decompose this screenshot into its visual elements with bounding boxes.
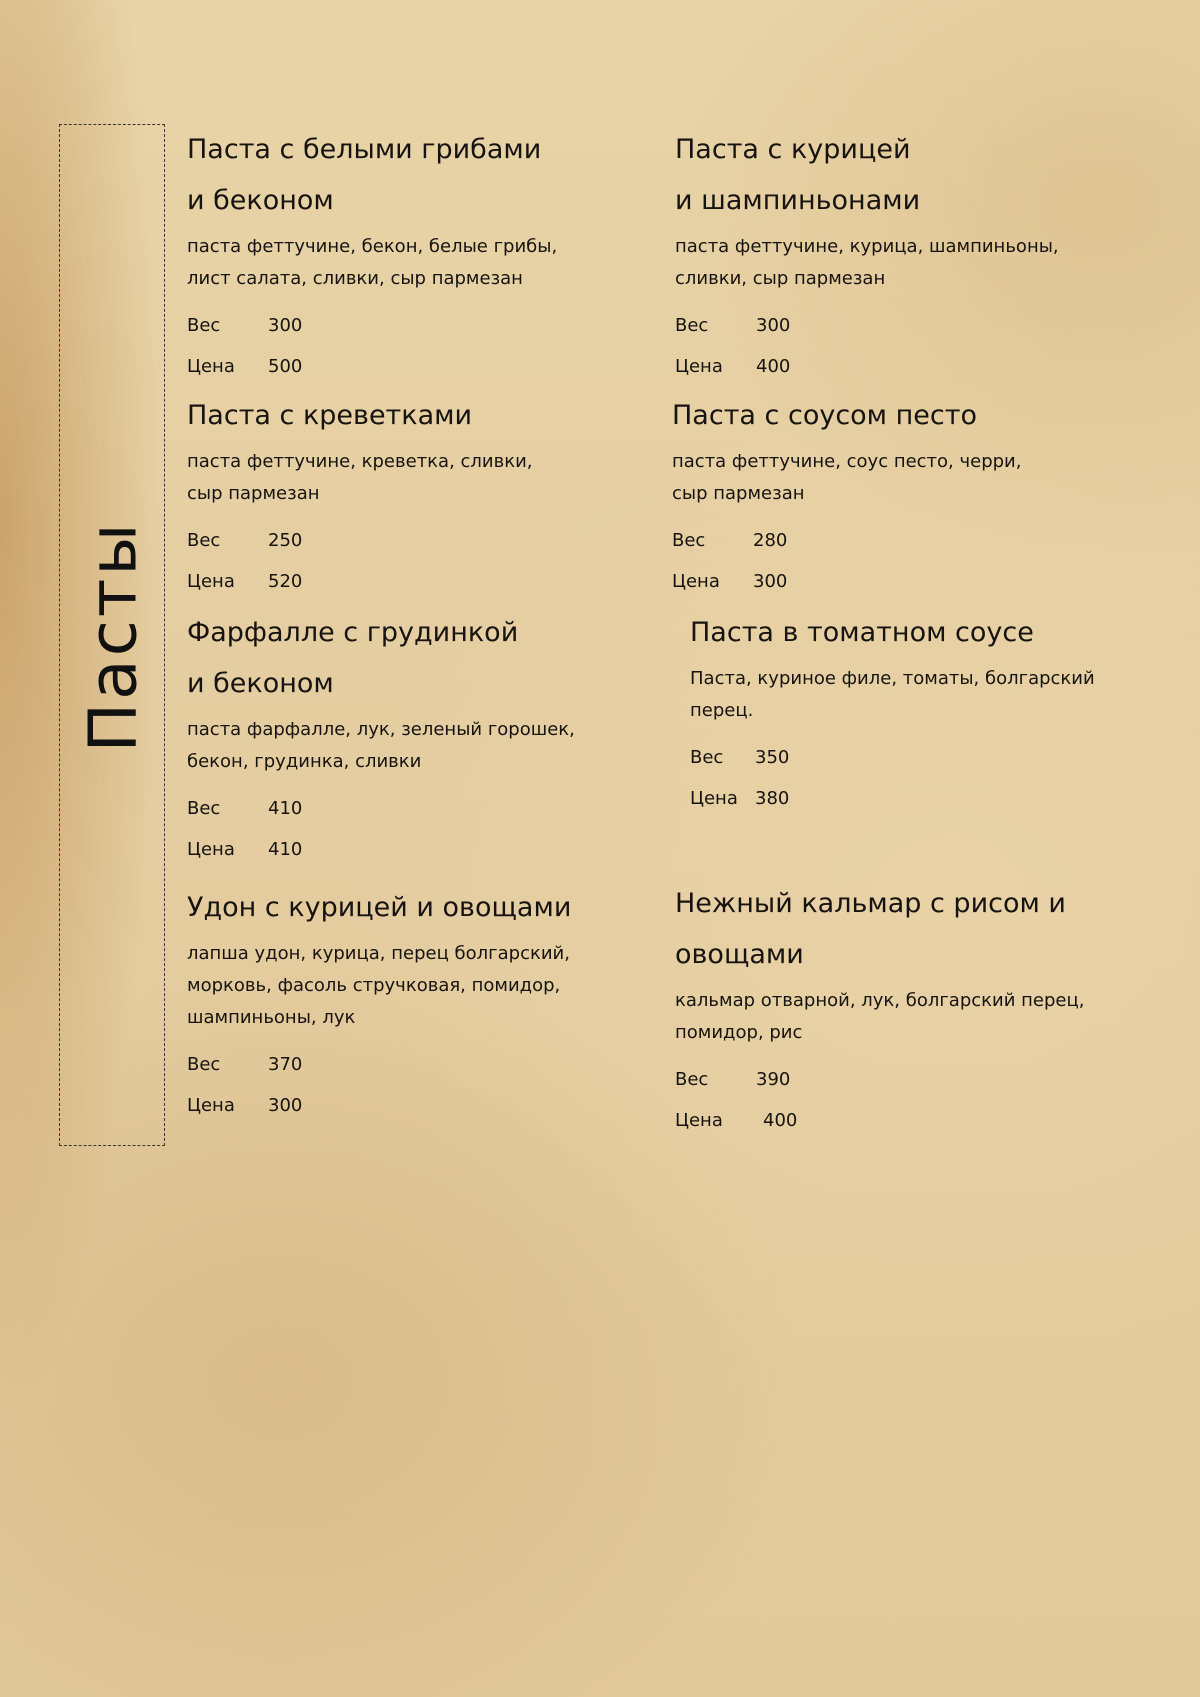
item-title-line: овощами: [675, 939, 804, 970]
item-price-row: [187, 1096, 637, 1116]
item-price-row: [187, 357, 637, 377]
item-price-row: [675, 1111, 1125, 1131]
weight-value: 410: [268, 798, 303, 819]
weight-value: 370: [268, 1054, 303, 1075]
weight-label: Вес: [675, 315, 709, 336]
item-weight-row: [690, 748, 1140, 768]
item-weight-row: [675, 1070, 1125, 1090]
price-value: 400: [763, 1110, 798, 1131]
item-description: [187, 938, 637, 1034]
item-title: [187, 124, 637, 226]
price-value: 410: [268, 839, 303, 860]
weight-value: 250: [268, 530, 303, 551]
menu-item-pesto-pasta: [672, 390, 1122, 592]
weight-label: Вес: [672, 530, 706, 551]
item-description-line: сыр пармезан: [187, 483, 320, 504]
item-description-line: паста фарфалле, лук, зеленый горошек,: [187, 719, 575, 740]
price-value: 380: [755, 788, 790, 809]
item-price-row: [187, 572, 637, 592]
menu-item-udon-chicken: [187, 882, 637, 1116]
item-description-line: помидор, рис: [675, 1022, 803, 1043]
item-price-row: [690, 789, 1140, 809]
menu-item-squid-rice: [675, 878, 1125, 1131]
item-description-line: паста феттучине, курица, шампиньоны,: [675, 236, 1059, 257]
item-title: [187, 607, 637, 709]
item-description: [675, 985, 1125, 1049]
price-label: Цена: [675, 356, 723, 377]
weight-label: Вес: [187, 1054, 221, 1075]
weight-value: 300: [268, 315, 303, 336]
menu-item-chicken-mushroom-pasta: [675, 124, 1125, 377]
section-frame: [59, 124, 165, 1146]
price-value: 400: [756, 356, 791, 377]
item-title: [672, 390, 1122, 441]
item-description-line: кальмар отварной, лук, болгарский перец,: [675, 990, 1085, 1011]
item-title-line: Паста в томатном соусе: [690, 617, 1034, 648]
item-title-line: Нежный кальмар с рисом и: [675, 888, 1066, 919]
item-description-line: сливки, сыр пармезан: [675, 268, 886, 289]
item-title: [187, 390, 637, 441]
price-value: 300: [268, 1095, 303, 1116]
item-description-line: бекон, грудинка, сливки: [187, 751, 422, 772]
menu-item-tomato-sauce-pasta: [690, 607, 1140, 809]
item-title: [675, 878, 1125, 980]
price-value: 300: [753, 571, 788, 592]
menu-item-shrimp-pasta: [187, 390, 637, 592]
item-price-row: [187, 840, 637, 860]
item-weight-row: [187, 316, 637, 336]
price-label: Цена: [690, 788, 738, 809]
item-description-line: паста феттучине, соус песто, черри,: [672, 451, 1022, 472]
item-title: [690, 607, 1140, 658]
item-title: [675, 124, 1125, 226]
weight-label: Вес: [675, 1069, 709, 1090]
item-description-line: лапша удон, курица, перец болгарский,: [187, 943, 570, 964]
item-title-line: и беконом: [187, 668, 334, 699]
weight-value: 350: [755, 747, 790, 768]
weight-label: Вес: [690, 747, 724, 768]
section-title: [60, 125, 166, 1147]
item-weight-row: [675, 316, 1125, 336]
weight-label: Вес: [187, 798, 221, 819]
price-label: Цена: [675, 1110, 723, 1131]
item-title: [187, 882, 637, 933]
item-description-line: морковь, фасоль стручковая, помидор,: [187, 975, 561, 996]
menu-item-mushroom-bacon-pasta: [187, 124, 637, 377]
weight-label: Вес: [187, 315, 221, 336]
item-description-line: шампиньоны, лук: [187, 1007, 356, 1028]
weight-label: Вес: [187, 530, 221, 551]
price-label: Цена: [187, 356, 235, 377]
item-price-row: [675, 357, 1125, 377]
item-description: [187, 714, 637, 778]
item-description-line: паста феттучине, креветка, сливки,: [187, 451, 533, 472]
item-title-line: Паста с белыми грибами: [187, 134, 542, 165]
item-description: [675, 231, 1125, 295]
item-title-line: и шампиньонами: [675, 185, 921, 216]
item-description: [672, 446, 1122, 510]
weight-value: 390: [756, 1069, 791, 1090]
item-description: [187, 231, 637, 295]
item-price-row: [672, 572, 1122, 592]
item-title-line: Фарфалле с грудинкой: [187, 617, 519, 648]
price-label: Цена: [187, 839, 235, 860]
item-description-line: Паста, куриное филе, томаты, болгарский: [690, 668, 1095, 689]
item-weight-row: [187, 531, 637, 551]
item-title-line: Паста с курицей: [675, 134, 911, 165]
price-label: Цена: [187, 571, 235, 592]
item-description: [690, 663, 1140, 727]
item-description-line: перец.: [690, 700, 754, 721]
price-value: 520: [268, 571, 303, 592]
item-description-line: сыр пармезан: [672, 483, 805, 504]
price-label: Цена: [672, 571, 720, 592]
item-weight-row: [672, 531, 1122, 551]
item-title-line: Паста с креветками: [187, 400, 473, 431]
item-weight-row: [187, 799, 637, 819]
item-description-line: паста феттучине, бекон, белые грибы,: [187, 236, 558, 257]
item-title-line: Удон с курицей и овощами: [187, 892, 572, 923]
item-title-line: и беконом: [187, 185, 334, 216]
menu-item-farfalle-brisket: [187, 607, 637, 860]
item-description: [187, 446, 637, 510]
weight-value: 300: [756, 315, 791, 336]
item-description-line: лист салата, сливки, сыр пармезан: [187, 268, 523, 289]
price-label: Цена: [187, 1095, 235, 1116]
item-title-line: Паста с соусом песто: [672, 400, 977, 431]
item-weight-row: [187, 1055, 637, 1075]
weight-value: 280: [753, 530, 788, 551]
price-value: 500: [268, 356, 303, 377]
section-title-text: Пасты: [74, 520, 152, 752]
